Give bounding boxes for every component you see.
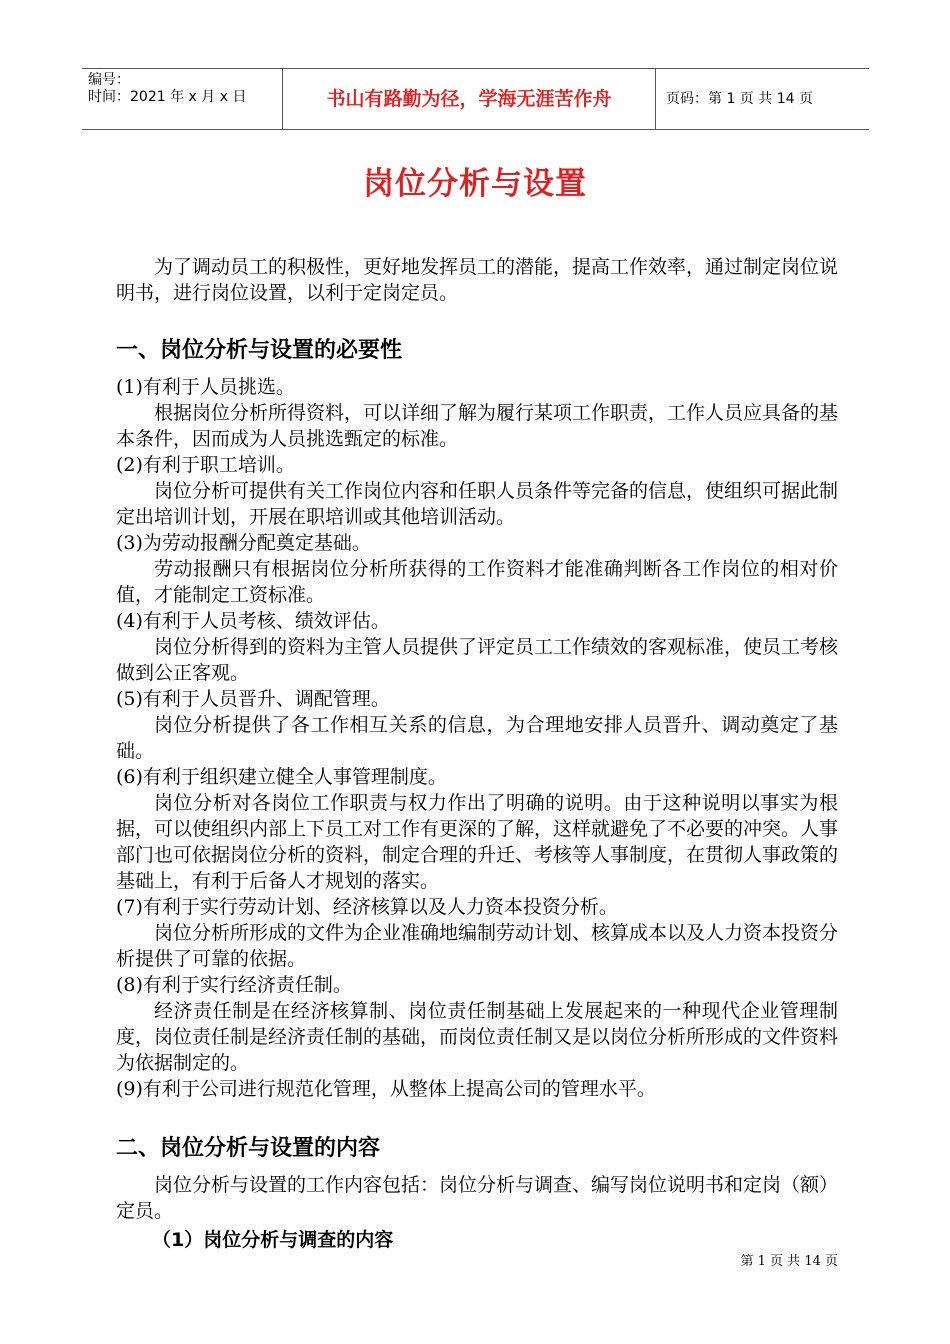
- list-item-label: (9)有利于公司进行规范化管理，从整体上提高公司的管理水平。: [116, 1078, 656, 1100]
- section-heading-1: 一、岗位分析与设置的必要性: [116, 338, 403, 363]
- list-item-label: (8)有利于实行经济责任制。: [116, 974, 352, 996]
- document-time-label: 时间：2021 年 x 月 x 日: [88, 89, 247, 105]
- intro-paragraph: 为了调动员工的积极性，更好地发挥员工的潜能，提高工作效率，通过制定岗位说明书，进行岗位设置，以利于定岗定员。: [116, 256, 839, 304]
- list-item-label: (7)有利于实行劳动计划、经济核算以及人力资本投资分析。: [116, 896, 618, 918]
- list-item-text: 岗位分析所形成的文件为企业准确地编制劳动计划、核算成本以及人力资本投资分析提供了可靠的依据。: [116, 922, 839, 970]
- list-item-text: 岗位分析对各岗位工作职责与权力作出了明确的说明。由于这种说明以事实为根据，可以使组织内部上下员工对工作有更深的了解，这样就避免了不必要的冲突。人事部门也可依据岗位分析的资料，制定合理的升迁、考核等人事制度，在贯彻人事政策的基础上，有利于后备人才规划的落实。: [116, 792, 839, 892]
- list-item-label: (4)有利于人员考核、绩效评估。: [116, 610, 390, 632]
- header-meta: [82, 69, 282, 129]
- list-item-label: (3)为劳动报酬分配奠定基础。: [116, 532, 371, 554]
- list-item-text: 劳动报酬只有根据岗位分析所获得的工作资料才能准确判断各工作岗位的相对价值，才能制定工资标准。: [116, 558, 838, 606]
- page-footer: 第 1 页 共 14 页: [740, 1254, 838, 1269]
- document-title: 岗位分析与设置: [363, 166, 587, 202]
- header-page-label: 页码：第 1 页 共 14 页: [666, 91, 813, 107]
- header-motto: 书山有路勤为径，学海无涯苦作舟: [282, 69, 656, 129]
- list-item-text: 岗位分析得到的资料为主管人员提供了评定员工工作绩效的客观标准，使员工考核做到公正客观。: [116, 636, 839, 684]
- list-item-label: (1)有利于人员挑选。: [116, 376, 295, 398]
- list-item-text: 经济责任制是在经济核算制、岗位责任制基础上发展起来的一种现代企业管理制度，岗位责任制是经济责任制的基础，而岗位责任制又是以岗位分析所形成的文件资料为依据制定的。: [116, 1000, 839, 1074]
- list-item-text: 岗位分析提供了各工作相互关系的信息，为合理地安排人员晋升、调动奠定了基础。: [116, 714, 838, 762]
- list-item-text: 岗位分析可提供有关工作岗位内容和任职人员条件等完备的信息，使组织可据此制定出培训计划，开展在职培训或其他培训活动。: [116, 480, 839, 528]
- necessity-list: [116, 374, 838, 1102]
- list-item-label: (6)有利于组织建立健全人事管理制度。: [116, 766, 447, 788]
- list-item-label: (5)有利于人员晋升、调配管理。: [116, 688, 390, 710]
- document-body: [116, 254, 838, 1254]
- section2-intro: 岗位分析与设置的工作内容包括：岗位分析与调查、编写岗位说明书和定岗（额）定员。: [116, 1174, 839, 1222]
- section-heading-2: 二、岗位分析与设置的内容: [116, 1136, 381, 1161]
- document-number-label: 编号：: [88, 72, 130, 88]
- subsection-heading: （1）岗位分析与调查的内容: [152, 1229, 394, 1251]
- page-header: [82, 68, 869, 130]
- list-item-label: (2)有利于职工培训。: [116, 454, 295, 476]
- list-item-text: 根据岗位分析所得资料，可以详细了解为履行某项工作职责，工作人员应具备的基本条件，因而成为人员挑选甄定的标准。: [116, 402, 839, 450]
